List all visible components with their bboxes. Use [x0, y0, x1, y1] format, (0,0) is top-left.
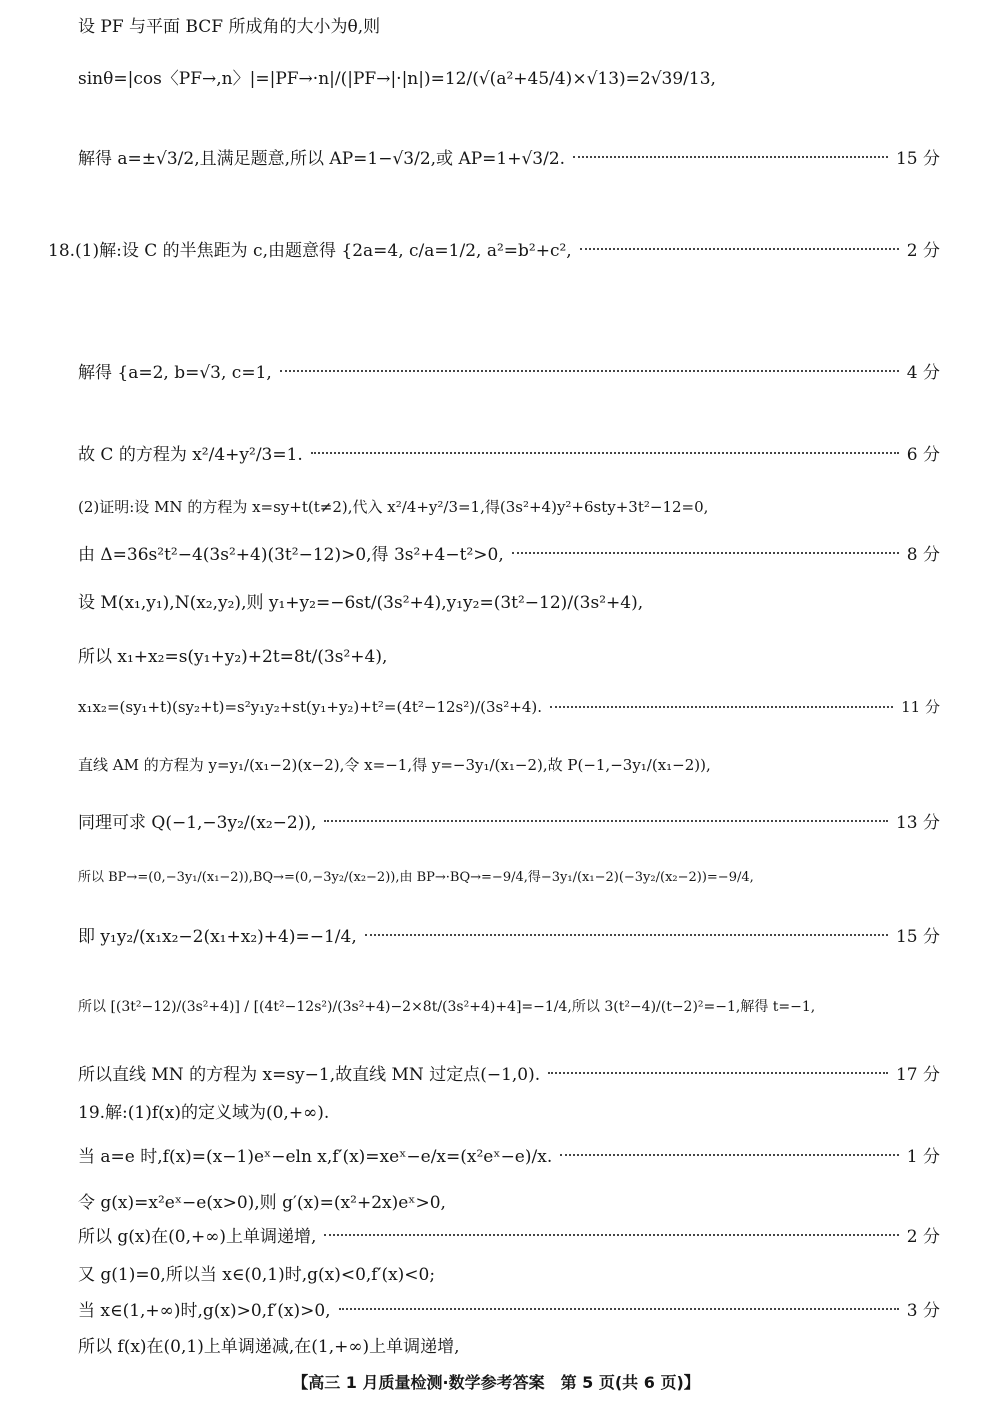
solution-line	[78, 440, 940, 465]
score-label: 1 分	[906, 1147, 940, 1167]
line-text: 所以直线 MN 的方程为 x=sy−1,故直线 MN 过定点(−1,0).	[78, 1065, 541, 1085]
leader-dots	[324, 820, 888, 822]
solution-line	[78, 1098, 940, 1123]
score-label: 13 分	[895, 813, 940, 833]
score-label: 2 分	[906, 241, 940, 261]
solution-line	[78, 866, 940, 885]
solution-line	[78, 808, 940, 833]
score-label: 11 分	[901, 698, 940, 716]
leader-dots	[280, 370, 899, 372]
line-text: 直线 AM 的方程为 y=y₁/(x₁−2)(x−2),令 x=−1,得 y=−3y₁/(x₁−2),故 P(−1,−3y₁/(x₁−2)),	[78, 756, 711, 774]
solution-line	[78, 1188, 940, 1213]
line-text: 设 M(x₁,y₁),N(x₂,y₂),则 y₁+y₂=−6st/(3s²+4),y₁y₂=(3t²−12)/(3s²+4),	[78, 593, 644, 613]
score-label: 4 分	[906, 363, 940, 383]
solution-line	[78, 12, 940, 37]
line-text: 同理可求 Q(−1,−3y₂/(x₂−2)),	[78, 813, 317, 833]
line-text: 由 Δ=36s²t²−4(3s²+4)(3t²−12)>0,得 3s²+4−t²>0,	[78, 545, 504, 565]
solution-line	[78, 540, 940, 565]
leader-dots	[365, 934, 888, 936]
solution-line	[78, 496, 940, 517]
page-footer: 【高三 1 月质量检测·数学参考答案 第 5 页(共 6 页)】	[292, 1373, 700, 1392]
leader-dots	[512, 552, 899, 554]
solution-line	[78, 1222, 940, 1247]
solution-line	[78, 1260, 940, 1285]
line-text: 当 x∈(1,+∞)时,g(x)>0,f′(x)>0,	[78, 1301, 331, 1321]
line-text: 当 a=e 时,f(x)=(x−1)eˣ−eln x,f′(x)=xeˣ−e/x=(x²eˣ−e)/x.	[78, 1147, 553, 1167]
line-text: 又 g(1)=0,所以当 x∈(0,1)时,g(x)<0,f′(x)<0;	[78, 1265, 436, 1285]
line-text: 解得 a=±√3/2,且满足题意,所以 AP=1−√3/2,或 AP=1+√3/2.	[78, 149, 566, 169]
leader-dots	[548, 1072, 888, 1074]
solution-line	[78, 358, 940, 383]
score-label: 2 分	[906, 1227, 940, 1247]
line-text: 设 PF 与平面 BCF 所成角的大小为θ,则	[78, 17, 381, 37]
line-text: 即 y₁y₂/(x₁x₂−2(x₁+x₂)+4)=−1/4,	[78, 927, 357, 947]
solution-line	[78, 642, 940, 667]
solution-line	[78, 1060, 940, 1085]
solution-line	[78, 922, 940, 947]
leader-dots	[339, 1308, 899, 1310]
solution-line	[78, 996, 940, 1016]
line-text: 解得 {a=2, b=√3, c=1,	[78, 363, 272, 383]
leader-dots	[580, 248, 899, 250]
score-label: 3 分	[906, 1301, 940, 1321]
score-label: 8 分	[906, 545, 940, 565]
line-text: x₁x₂=(sy₁+t)(sy₂+t)=s²y₁y₂+st(y₁+y₂)+t²=(4t²−12s²)/(3s²+4).	[78, 697, 543, 716]
line-text: 所以 [(3t²−12)/(3s²+4)] / [(4t²−12s²)/(3s²+4)−2×8t/(3s²+4)+4]=−1/4,所以 3(t²−4)/(t−2)²=−1,解得 t=−1,	[78, 999, 816, 1015]
solution-line	[78, 144, 940, 169]
line-text: 19.解:(1)f(x)的定义域为(0,+∞).	[78, 1103, 330, 1123]
line-text: 18.(1)解:设 C 的半焦距为 c,由题意得 {2a=4, c/a=1/2, a²=b²+c²,	[48, 241, 572, 261]
line-text: 所以 x₁+x₂=s(y₁+y₂)+2t=8t/(3s²+4),	[78, 647, 388, 667]
line-text: 所以 g(x)在(0,+∞)上单调递增,	[78, 1227, 317, 1247]
line-text: 故 C 的方程为 x²/4+y²/3=1.	[78, 445, 303, 465]
leader-dots	[311, 452, 899, 454]
line-text: 所以 BP→=(0,−3y₁/(x₁−2)),BQ→=(0,−3y₂/(x₂−2)),由 BP→·BQ→=−9/4,得−3y₁/(x₁−2)(−3y₂/(x₂−2))=−9/4,	[78, 870, 754, 885]
score-label: 17 分	[895, 1065, 940, 1085]
solution-line	[78, 696, 940, 717]
solution-line	[78, 754, 940, 775]
leader-dots	[560, 1154, 899, 1156]
score-label: 15 分	[895, 927, 940, 947]
solution-line	[78, 1142, 940, 1167]
leader-dots	[573, 156, 888, 158]
line-text: 令 g(x)=x²eˣ−e(x>0),则 g′(x)=(x²+2x)eˣ>0,	[78, 1193, 446, 1213]
line-text: 所以 f(x)在(0,1)上单调递减,在(1,+∞)上单调递增,	[78, 1337, 460, 1357]
line-text: sinθ=|cos〈PF→,n〉|=|PF→·n|/(|PF→|·|n|)=12/(√(a²+45/4)×√13)=2√39/13,	[78, 69, 716, 89]
solution-line	[78, 1296, 940, 1321]
leader-dots	[324, 1234, 898, 1236]
line-text: (2)证明:设 MN 的方程为 x=sy+t(t≠2),代入 x²/4+y²/3=1,得(3s²+4)y²+6sty+3t²−12=0,	[78, 498, 709, 516]
solution-line	[48, 236, 940, 261]
score-label: 15 分	[895, 149, 940, 169]
solution-line	[78, 588, 940, 613]
score-label: 6 分	[906, 445, 940, 465]
solution-line	[78, 64, 940, 89]
solution-line	[78, 1332, 940, 1357]
leader-dots	[550, 706, 893, 708]
